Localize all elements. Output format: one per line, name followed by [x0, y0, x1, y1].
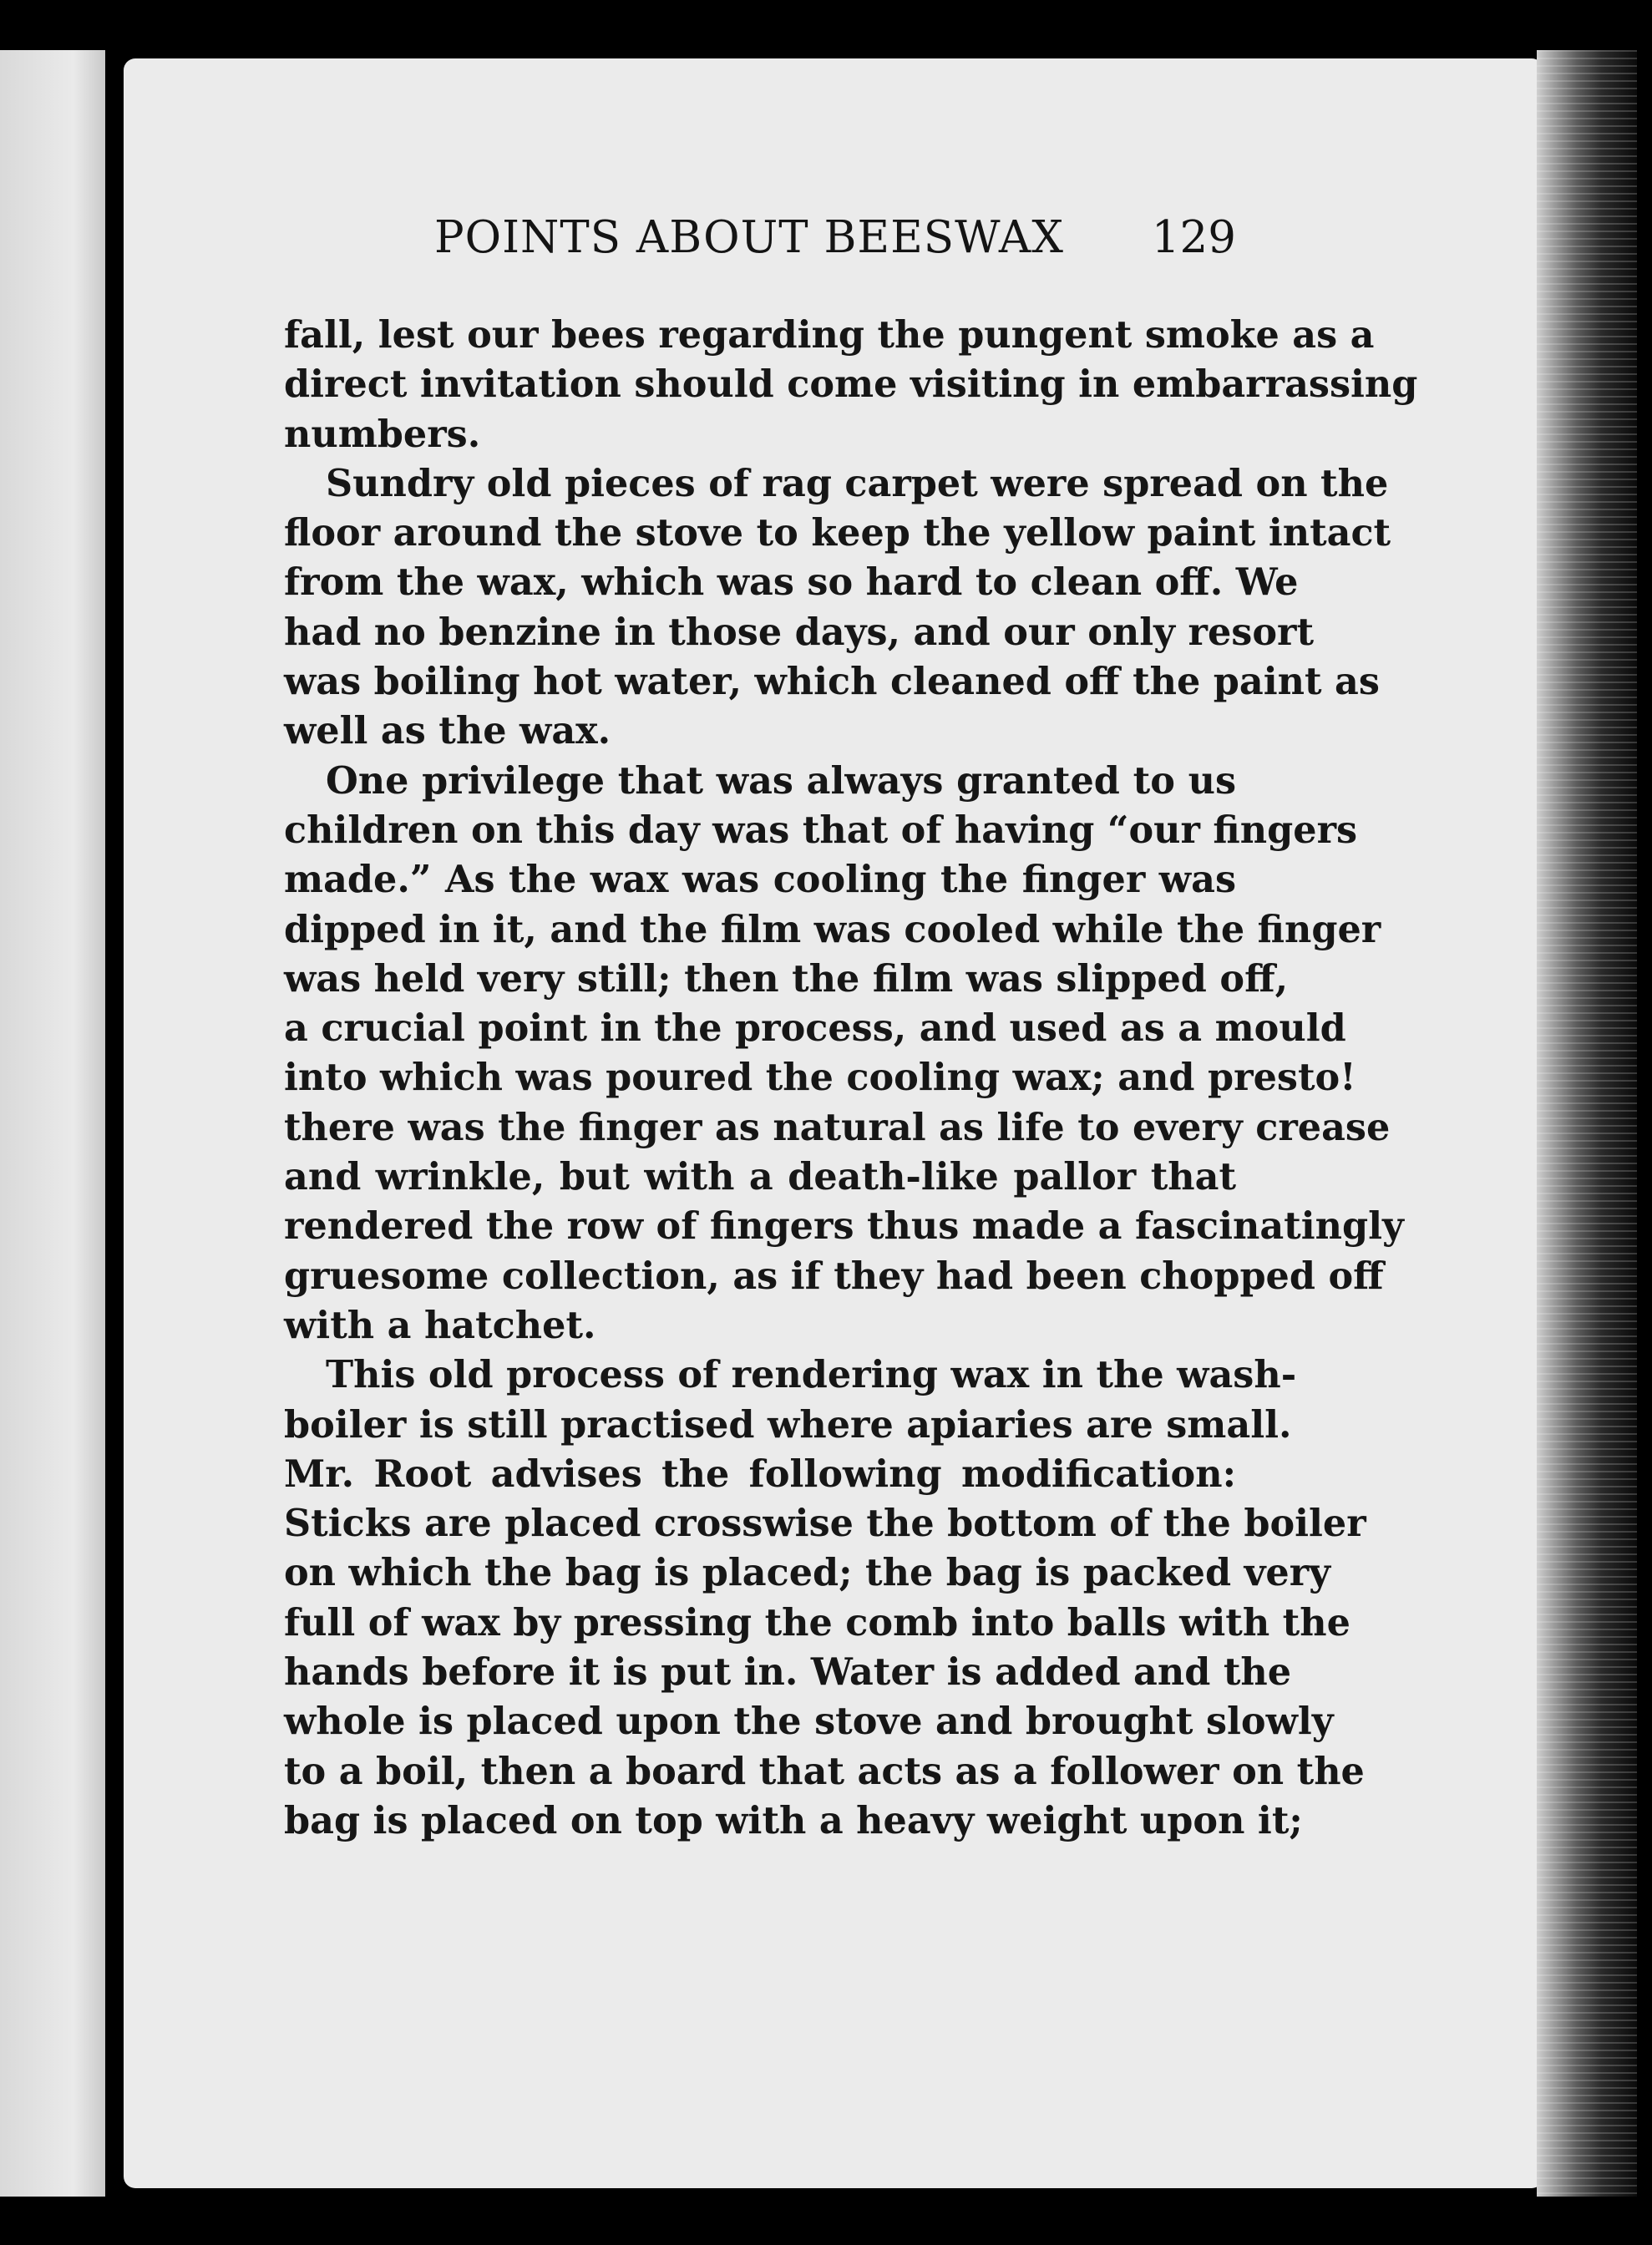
text-line: with a hatchet. [284, 1303, 596, 1347]
text-line: to a boil, then a board that acts as a follower on the [284, 1749, 1365, 1793]
facing-page-edge [0, 50, 105, 2197]
text-line: on which the bag is placed; the bag is packed very [284, 1551, 1331, 1595]
text-line: Sticks are placed crosswise the bottom of the boiler [284, 1502, 1366, 1546]
running-head-title: POINTS ABOUT BEESWAX [434, 212, 1064, 263]
text-line: had no benzine in those days, and our only resort [284, 610, 1315, 654]
text-line: and wrinkle, but with a death-like pallor that [284, 1155, 1236, 1199]
text-line: One privilege that was always granted to us [326, 758, 1236, 803]
text-line: well as the wax. [284, 709, 611, 753]
page-stack-edge [1537, 50, 1637, 2197]
running-head [284, 205, 1236, 271]
book-gutter [105, 48, 124, 2200]
text-line: a crucial point in the process, and used as a mould [284, 1006, 1346, 1051]
text-line: gruesome collection, as if they had been chopped off [284, 1254, 1384, 1298]
text-line: fall, lest our bees regarding the pungent smoke as a [284, 313, 1375, 357]
text-line: was boiling hot water, which cleaned off the paint as [284, 660, 1380, 704]
text-line: Mr. Root advises the following modification: [284, 1452, 1236, 1496]
text-line: made.” As the wax was cooling the finger was [284, 858, 1236, 902]
text-line: was held very still; then the film was slipped off, [284, 956, 1289, 1001]
text-line: from the wax, which was so hard to clean off. We [284, 560, 1299, 605]
text-line: rendered the row of fingers thus made a fascinatingly [284, 1204, 1404, 1249]
text-line: there was the finger as natural as life to every crease [284, 1105, 1391, 1149]
text-line: hands before it is put in. Water is added and the [284, 1650, 1292, 1695]
text-line: numbers. [284, 412, 481, 456]
text-line: direct invitation should come visiting in embarrassing [284, 362, 1418, 407]
text-line: This old process of rendering wax in the wash- [326, 1353, 1297, 1397]
text-line: into which was poured the cooling wax; and presto! [284, 1056, 1356, 1100]
text-line: children on this day was that of having “our fingers [284, 808, 1358, 852]
text-line: full of wax by pressing the comb into balls with the [284, 1600, 1350, 1644]
text-line: floor around the stove to keep the yellow paint intact [284, 511, 1391, 555]
text-line: bag is placed on top with a heavy weight upon it; [284, 1798, 1303, 1842]
text-line: whole is placed upon the stove and brought slowly [284, 1700, 1334, 1744]
text-line: Sundry old pieces of rag carpet were spread on the [326, 461, 1389, 505]
body-text [284, 311, 1418, 1846]
page-number: 129 [1151, 212, 1236, 263]
text-line: boiler is still practised where apiaries are small. [284, 1402, 1292, 1447]
text-line: dipped in it, and the film was cooled while the finger [284, 907, 1381, 951]
